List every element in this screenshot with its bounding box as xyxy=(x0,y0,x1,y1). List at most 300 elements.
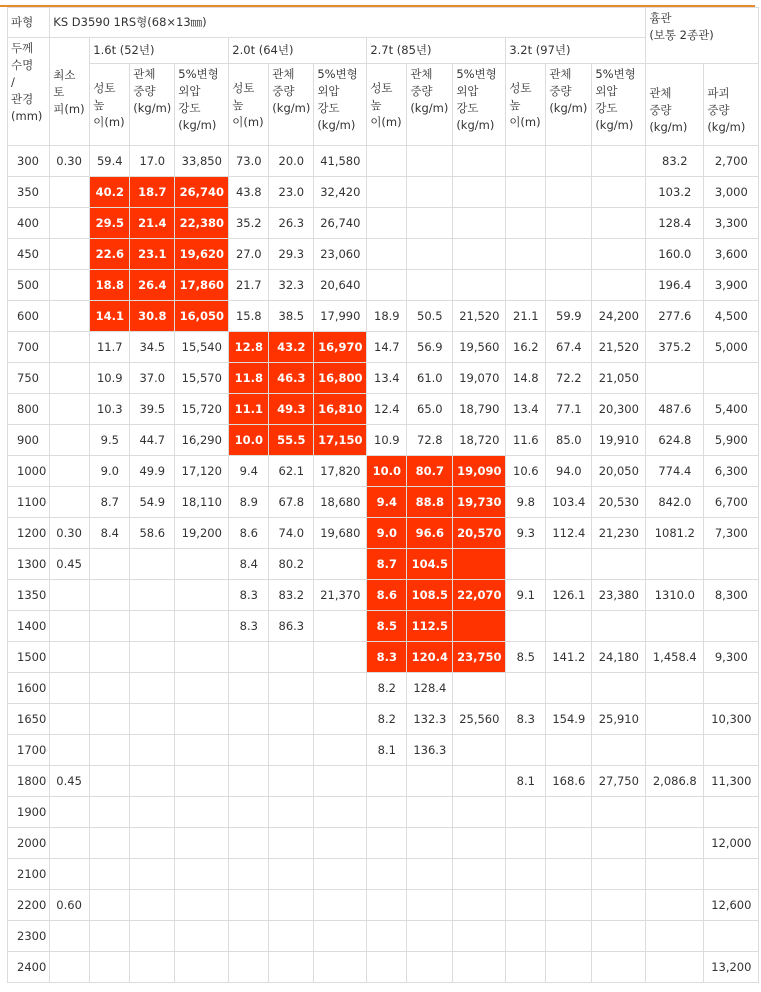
strength-cell xyxy=(592,270,646,301)
table-row xyxy=(8,549,759,580)
strength-cell: 16,290 xyxy=(175,425,229,456)
weight-cell xyxy=(130,952,175,983)
strength-cell: 33,850 xyxy=(175,146,229,177)
strength-cell: 25,560 xyxy=(453,704,506,735)
hume-weight-cell: 375.2 xyxy=(646,332,704,363)
fill-height-cell: 8.2 xyxy=(367,704,407,735)
diameter-cell: 350 xyxy=(8,177,50,208)
hume-break-cell: 8,300 xyxy=(704,580,759,611)
weight-cell xyxy=(130,766,175,797)
weight-cell: 23.0 xyxy=(269,177,314,208)
strength-cell xyxy=(453,797,506,828)
weight-cell xyxy=(269,890,314,921)
fill-height-cell xyxy=(90,673,130,704)
weight-cell: 54.9 xyxy=(130,487,175,518)
hume-weight-cell: 774.4 xyxy=(646,456,704,487)
strength-cell: 20,570 xyxy=(453,518,506,549)
fill-height-cell: 8.3 xyxy=(506,704,546,735)
strength-cell xyxy=(175,859,229,890)
weight-cell: 20.0 xyxy=(269,146,314,177)
weight-cell xyxy=(130,828,175,859)
fill-height-cell xyxy=(90,766,130,797)
min-cover-cell xyxy=(50,239,90,270)
hume-weight-cell: 1081.2 xyxy=(646,518,704,549)
weight-cell: 104.5 xyxy=(407,549,453,580)
weight-cell: 103.4 xyxy=(546,487,592,518)
fill-height-cell: 10.6 xyxy=(506,456,546,487)
hume-weight-cell: 103.2 xyxy=(646,177,704,208)
strength-cell xyxy=(453,239,506,270)
weight-cell: 37.0 xyxy=(130,363,175,394)
hume-break-cell: 11,300 xyxy=(704,766,759,797)
strength-cell: 17,860 xyxy=(175,270,229,301)
weight-cell xyxy=(130,921,175,952)
hume-break-cell xyxy=(704,797,759,828)
fill-height-cell xyxy=(367,797,407,828)
sub-strength-2: 5%변형 외압 강도 (kg/m) xyxy=(314,64,367,146)
strength-cell xyxy=(592,890,646,921)
table-row xyxy=(8,735,759,766)
hume-break-cell: 2,700 xyxy=(704,146,759,177)
fill-height-cell xyxy=(229,921,269,952)
fill-height-cell xyxy=(90,921,130,952)
strength-cell: 19,070 xyxy=(453,363,506,394)
table-row xyxy=(8,394,759,425)
weight-cell xyxy=(269,735,314,766)
fill-height-cell xyxy=(506,735,546,766)
diameter-cell: 2400 xyxy=(8,952,50,983)
hume-weight-cell: 2,086.8 xyxy=(646,766,704,797)
fill-height-cell: 8.6 xyxy=(367,580,407,611)
table-row xyxy=(8,797,759,828)
table-row xyxy=(8,425,759,456)
fill-height-cell xyxy=(367,208,407,239)
strength-cell: 17,150 xyxy=(314,425,367,456)
strength-cell xyxy=(592,239,646,270)
strength-cell: 17,820 xyxy=(314,456,367,487)
fill-height-cell: 8.9 xyxy=(229,487,269,518)
fill-height-cell: 43.8 xyxy=(229,177,269,208)
sub-fill-height-3: 성토높 이(m) xyxy=(367,64,407,146)
strength-cell: 17,120 xyxy=(175,456,229,487)
strength-cell xyxy=(175,921,229,952)
fill-height-cell xyxy=(229,642,269,673)
diameter-cell: 1200 xyxy=(8,518,50,549)
strength-cell: 18,720 xyxy=(453,425,506,456)
hume-break-cell: 3,000 xyxy=(704,177,759,208)
fill-height-cell xyxy=(90,735,130,766)
table-row xyxy=(8,642,759,673)
strength-cell xyxy=(314,828,367,859)
strength-cell xyxy=(453,146,506,177)
strength-cell xyxy=(592,828,646,859)
min-cover-cell: 0.30 xyxy=(50,518,90,549)
diameter-cell: 800 xyxy=(8,394,50,425)
strength-cell: 23,750 xyxy=(453,642,506,673)
fill-height-cell: 14.8 xyxy=(506,363,546,394)
fill-height-cell xyxy=(90,549,130,580)
type-label: 파형 xyxy=(8,8,50,38)
fill-height-cell xyxy=(506,177,546,208)
hume-weight-cell xyxy=(646,890,704,921)
sub-fill-height-2: 성토높 이(m) xyxy=(229,64,269,146)
fill-height-cell xyxy=(90,797,130,828)
hume-break-cell xyxy=(704,735,759,766)
diameter-cell: 400 xyxy=(8,208,50,239)
strength-cell: 27,750 xyxy=(592,766,646,797)
weight-cell: 80.7 xyxy=(407,456,453,487)
fill-height-cell xyxy=(90,642,130,673)
weight-cell xyxy=(546,735,592,766)
fill-height-cell: 8.4 xyxy=(90,518,130,549)
weight-cell: 32.3 xyxy=(269,270,314,301)
strength-cell xyxy=(314,549,367,580)
spec-title: KS D3590 1RS형(68×13㎜) xyxy=(50,8,646,38)
weight-cell xyxy=(546,952,592,983)
weight-cell: 38.5 xyxy=(269,301,314,332)
fill-height-cell: 12.8 xyxy=(229,332,269,363)
strength-cell xyxy=(314,642,367,673)
weight-cell xyxy=(269,642,314,673)
weight-cell: 67.4 xyxy=(546,332,592,363)
strength-cell xyxy=(453,177,506,208)
strength-cell xyxy=(175,642,229,673)
fill-height-cell xyxy=(506,921,546,952)
table-row xyxy=(8,859,759,890)
fill-height-cell xyxy=(90,890,130,921)
weight-cell xyxy=(130,580,175,611)
weight-cell: 83.2 xyxy=(269,580,314,611)
weight-cell: 67.8 xyxy=(269,487,314,518)
strength-cell xyxy=(453,208,506,239)
weight-cell xyxy=(546,611,592,642)
min-cover-cell xyxy=(50,301,90,332)
fill-height-cell: 8.5 xyxy=(367,611,407,642)
fill-height-cell xyxy=(229,797,269,828)
min-cover-cell xyxy=(50,177,90,208)
strength-cell xyxy=(592,735,646,766)
sub-fill-height-1: 성토높 이(m) xyxy=(90,64,130,146)
weight-cell: 112.5 xyxy=(407,611,453,642)
fill-height-cell: 10.0 xyxy=(229,425,269,456)
group-header-2: 2.0t (64년) xyxy=(229,38,367,64)
hume-break-cell: 6,300 xyxy=(704,456,759,487)
hume-weight-cell: 1,458.4 xyxy=(646,642,704,673)
weight-cell: 94.0 xyxy=(546,456,592,487)
weight-cell: 86.3 xyxy=(269,611,314,642)
strength-cell: 41,580 xyxy=(314,146,367,177)
fill-height-cell: 9.0 xyxy=(367,518,407,549)
fill-height-cell: 35.2 xyxy=(229,208,269,239)
hume-break-cell xyxy=(704,549,759,580)
fill-height-cell: 11.6 xyxy=(506,425,546,456)
min-cover-cell xyxy=(50,642,90,673)
fill-height-cell: 11.8 xyxy=(229,363,269,394)
weight-cell: 112.4 xyxy=(546,518,592,549)
strength-cell: 17,990 xyxy=(314,301,367,332)
fill-height-cell: 11.1 xyxy=(229,394,269,425)
strength-cell: 20,300 xyxy=(592,394,646,425)
hume-break-cell: 7,300 xyxy=(704,518,759,549)
hume-weight-cell xyxy=(646,828,704,859)
strength-cell: 24,200 xyxy=(592,301,646,332)
strength-cell: 21,050 xyxy=(592,363,646,394)
min-cover-cell xyxy=(50,921,90,952)
min-cover-cell xyxy=(50,208,90,239)
fill-height-cell xyxy=(506,611,546,642)
table-row xyxy=(8,239,759,270)
strength-cell xyxy=(175,704,229,735)
strength-cell: 21,230 xyxy=(592,518,646,549)
weight-cell: 154.9 xyxy=(546,704,592,735)
fill-height-cell: 8.1 xyxy=(506,766,546,797)
weight-cell: 80.2 xyxy=(269,549,314,580)
weight-cell xyxy=(407,859,453,890)
weight-cell: 108.5 xyxy=(407,580,453,611)
table-row xyxy=(8,208,759,239)
table-body xyxy=(8,146,759,983)
fill-height-cell xyxy=(367,828,407,859)
weight-cell: 96.6 xyxy=(407,518,453,549)
weight-cell: 44.7 xyxy=(130,425,175,456)
hume-weight-cell: 277.6 xyxy=(646,301,704,332)
fill-height-cell: 10.9 xyxy=(367,425,407,456)
fill-height-cell: 8.4 xyxy=(229,549,269,580)
hume-weight-header: 관체 중량 (kg/m) xyxy=(646,64,704,146)
diameter-cell: 750 xyxy=(8,363,50,394)
strength-cell xyxy=(453,890,506,921)
fill-height-cell xyxy=(229,735,269,766)
weight-cell xyxy=(546,146,592,177)
diameter-cell: 1650 xyxy=(8,704,50,735)
strength-cell: 20,050 xyxy=(592,456,646,487)
weight-cell xyxy=(407,890,453,921)
strength-cell: 19,680 xyxy=(314,518,367,549)
fill-height-cell xyxy=(506,828,546,859)
fill-height-cell xyxy=(367,921,407,952)
diameter-cell: 450 xyxy=(8,239,50,270)
diameter-cell: 900 xyxy=(8,425,50,456)
table-row xyxy=(8,766,759,797)
fill-height-cell xyxy=(506,890,546,921)
fill-height-cell: 9.0 xyxy=(90,456,130,487)
min-cover-cell xyxy=(50,394,90,425)
fill-height-cell xyxy=(506,146,546,177)
strength-cell: 15,570 xyxy=(175,363,229,394)
strength-cell: 16,970 xyxy=(314,332,367,363)
min-cover-cell xyxy=(50,580,90,611)
strength-cell xyxy=(175,735,229,766)
weight-cell: 56.9 xyxy=(407,332,453,363)
fill-height-cell: 13.4 xyxy=(506,394,546,425)
strength-cell: 24,180 xyxy=(592,642,646,673)
strength-cell: 32,420 xyxy=(314,177,367,208)
fill-height-cell: 59.4 xyxy=(90,146,130,177)
fill-height-cell xyxy=(229,859,269,890)
hume-weight-cell xyxy=(646,797,704,828)
weight-cell: 58.6 xyxy=(130,518,175,549)
strength-cell xyxy=(175,797,229,828)
weight-cell xyxy=(407,797,453,828)
weight-cell: 128.4 xyxy=(407,673,453,704)
strength-cell xyxy=(314,921,367,952)
fill-height-cell xyxy=(506,797,546,828)
hume-weight-cell xyxy=(646,952,704,983)
table-row xyxy=(8,921,759,952)
table-row xyxy=(8,363,759,394)
strength-cell xyxy=(314,797,367,828)
weight-cell xyxy=(407,270,453,301)
hume-break-cell xyxy=(704,363,759,394)
fill-height-cell: 40.2 xyxy=(90,177,130,208)
fill-height-cell: 11.7 xyxy=(90,332,130,363)
weight-cell: 61.0 xyxy=(407,363,453,394)
hume-weight-cell: 160.0 xyxy=(646,239,704,270)
fill-height-cell xyxy=(229,952,269,983)
weight-cell xyxy=(269,673,314,704)
table-row xyxy=(8,704,759,735)
weight-cell: 55.5 xyxy=(269,425,314,456)
strength-cell: 25,910 xyxy=(592,704,646,735)
fill-height-cell xyxy=(506,673,546,704)
hume-break-cell: 5,900 xyxy=(704,425,759,456)
min-cover-cell: 0.30 xyxy=(50,146,90,177)
weight-cell: 59.9 xyxy=(546,301,592,332)
strength-cell: 18,790 xyxy=(453,394,506,425)
weight-cell xyxy=(546,549,592,580)
hume-break-cell: 5,000 xyxy=(704,332,759,363)
diameter-cell: 2300 xyxy=(8,921,50,952)
fill-height-cell xyxy=(367,952,407,983)
table-row xyxy=(8,146,759,177)
hume-break-cell: 3,600 xyxy=(704,239,759,270)
strength-cell xyxy=(314,952,367,983)
sub-fill-height-4: 성토높 이(m) xyxy=(506,64,546,146)
min-cover-cell xyxy=(50,456,90,487)
weight-cell: 49.3 xyxy=(269,394,314,425)
weight-cell: 46.3 xyxy=(269,363,314,394)
strength-cell xyxy=(175,890,229,921)
fill-height-cell: 8.2 xyxy=(367,673,407,704)
hume-weight-cell xyxy=(646,611,704,642)
min-cover-cell: 0.45 xyxy=(50,549,90,580)
strength-cell: 20,640 xyxy=(314,270,367,301)
weight-cell: 120.4 xyxy=(407,642,453,673)
weight-cell xyxy=(407,921,453,952)
strength-cell xyxy=(314,766,367,797)
weight-cell xyxy=(546,177,592,208)
min-cover-cell xyxy=(50,735,90,766)
strength-cell xyxy=(175,952,229,983)
table-row xyxy=(8,890,759,921)
weight-cell xyxy=(407,828,453,859)
fill-height-cell xyxy=(367,890,407,921)
strength-cell xyxy=(592,177,646,208)
weight-cell xyxy=(546,270,592,301)
table-row xyxy=(8,177,759,208)
min-cover-cell xyxy=(50,673,90,704)
strength-cell: 16,810 xyxy=(314,394,367,425)
weight-cell: 30.8 xyxy=(130,301,175,332)
strength-cell: 21,520 xyxy=(453,301,506,332)
strength-cell xyxy=(592,859,646,890)
fill-height-cell xyxy=(367,859,407,890)
weight-cell: 77.1 xyxy=(546,394,592,425)
fill-height-cell xyxy=(506,549,546,580)
hume-break-cell xyxy=(704,673,759,704)
weight-cell: 21.4 xyxy=(130,208,175,239)
weight-cell xyxy=(269,797,314,828)
weight-cell xyxy=(407,766,453,797)
strength-cell xyxy=(592,921,646,952)
weight-cell: 72.8 xyxy=(407,425,453,456)
strength-cell xyxy=(314,859,367,890)
weight-cell xyxy=(130,704,175,735)
strength-cell xyxy=(453,921,506,952)
fill-height-cell: 8.6 xyxy=(229,518,269,549)
strength-cell xyxy=(592,146,646,177)
strength-cell: 19,560 xyxy=(453,332,506,363)
weight-cell xyxy=(130,642,175,673)
fill-height-cell: 8.7 xyxy=(90,487,130,518)
min-cover-cell xyxy=(50,332,90,363)
sub-weight-4: 관체 중량 (kg/m) xyxy=(546,64,592,146)
fill-height-cell xyxy=(90,580,130,611)
hume-break-cell: 3,300 xyxy=(704,208,759,239)
fill-height-cell: 10.0 xyxy=(367,456,407,487)
table-row xyxy=(8,518,759,549)
hume-pipe-title: 흄관 (보통 2종관) xyxy=(646,8,759,64)
strength-cell: 19,090 xyxy=(453,456,506,487)
fill-height-cell xyxy=(229,828,269,859)
strength-cell: 22,380 xyxy=(175,208,229,239)
fill-height-cell: 27.0 xyxy=(229,239,269,270)
diameter-cell: 1400 xyxy=(8,611,50,642)
weight-cell xyxy=(130,735,175,766)
diameter-cell: 1800 xyxy=(8,766,50,797)
strength-cell: 19,730 xyxy=(453,487,506,518)
weight-cell xyxy=(269,828,314,859)
hume-weight-cell xyxy=(646,921,704,952)
strength-cell: 18,110 xyxy=(175,487,229,518)
strength-cell: 16,050 xyxy=(175,301,229,332)
min-cover-cell xyxy=(50,859,90,890)
diameter-cell: 1500 xyxy=(8,642,50,673)
weight-cell xyxy=(407,177,453,208)
strength-cell xyxy=(175,580,229,611)
min-cover-cell xyxy=(50,487,90,518)
fill-height-cell xyxy=(90,611,130,642)
hume-break-cell xyxy=(704,611,759,642)
strength-cell xyxy=(175,611,229,642)
weight-cell xyxy=(546,921,592,952)
weight-cell: 49.9 xyxy=(130,456,175,487)
strength-cell xyxy=(453,611,506,642)
hume-weight-cell xyxy=(646,735,704,766)
weight-cell xyxy=(269,952,314,983)
group-header-1: 1.6t (52년) xyxy=(90,38,229,64)
fill-height-cell: 9.5 xyxy=(90,425,130,456)
strength-cell xyxy=(592,797,646,828)
weight-cell: 17.0 xyxy=(130,146,175,177)
table-row xyxy=(8,611,759,642)
weight-cell: 29.3 xyxy=(269,239,314,270)
fill-height-cell xyxy=(506,270,546,301)
hume-weight-cell xyxy=(646,859,704,890)
weight-cell xyxy=(407,952,453,983)
table-row xyxy=(8,487,759,518)
diameter-cell: 1300 xyxy=(8,549,50,580)
